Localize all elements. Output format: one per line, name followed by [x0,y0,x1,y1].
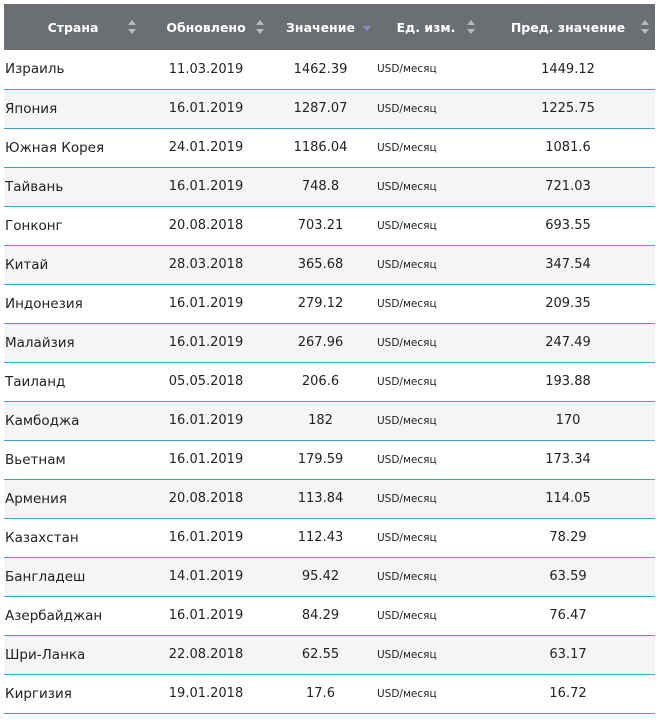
country-cell: Вьетнам [5,451,66,468]
previous-value-cell: 347.54 [545,257,591,272]
country-cell: Бангладеш [5,568,86,585]
updated-cell: 28.03.2018 [168,257,244,272]
previous-value-cell: 1081.6 [545,140,591,155]
table-row[interactable] [4,440,655,479]
previous-value-cell: 16.72 [549,686,587,701]
country-cell: Шри-Ланка [5,646,86,663]
value-cell: 1186.04 [293,140,348,155]
unit-cell: USD/месяц [377,336,437,349]
value-cell: 179.59 [297,452,344,467]
updated-cell: 14.01.2019 [168,569,244,584]
value-cell: 748.8 [301,179,340,194]
unit-cell: USD/месяц [377,102,437,115]
unit-cell: USD/месяц [377,180,437,193]
table-header [4,4,655,50]
column-header-country[interactable] [4,4,142,50]
column-header-updated[interactable] [142,4,270,50]
column-header-label: Обновлено [166,19,246,35]
updated-cell: 22.08.2018 [168,647,244,662]
sort-both-icon[interactable] [467,19,477,35]
table-body [4,50,655,713]
header-row [4,4,655,50]
column-header-label: Пред. значение [510,19,626,35]
updated-cell: 16.01.2019 [168,179,244,194]
country-cell: Киргизия [5,685,72,702]
unit-cell: USD/месяц [377,297,437,310]
unit-cell: USD/месяц [377,687,437,700]
previous-value-cell: 63.17 [549,647,587,662]
previous-value-cell: 173.34 [545,452,591,467]
updated-cell: 16.01.2019 [168,335,244,350]
sort-both-icon[interactable] [256,19,266,35]
updated-cell: 19.01.2018 [168,686,244,701]
table-row[interactable] [4,557,655,596]
value-cell: 267.96 [297,335,344,350]
value-cell: 113.84 [297,491,344,506]
table-row[interactable] [4,284,655,323]
table-row[interactable] [4,323,655,362]
table-row[interactable] [4,479,655,518]
country-cell: Индонезия [5,295,83,312]
table-row[interactable] [4,128,655,167]
value-cell: 112.43 [297,530,344,545]
updated-cell: 20.08.2018 [168,218,244,233]
unit-cell: USD/месяц [377,375,437,388]
country-cell: Южная Корея [5,139,105,156]
table-row[interactable] [4,674,655,713]
country-cell: Япония [5,100,58,117]
value-cell: 206.6 [301,374,340,389]
updated-cell: 16.01.2019 [168,413,244,428]
column-header-label: Ед. изм. [396,19,456,35]
updated-cell: 24.01.2019 [168,140,244,155]
previous-value-cell: 209.35 [545,296,591,311]
unit-cell: USD/месяц [377,609,437,622]
table-row[interactable] [4,401,655,440]
table-row[interactable] [4,167,655,206]
previous-value-cell: 114.05 [545,491,591,506]
sort-both-icon[interactable] [641,19,651,35]
data-table [4,4,655,714]
updated-cell: 16.01.2019 [168,452,244,467]
value-cell: 95.42 [301,569,340,584]
value-cell: 84.29 [301,608,340,623]
country-cell: Азербайджан [5,607,103,624]
country-cell: Армения [5,490,68,507]
updated-cell: 16.01.2019 [168,530,244,545]
unit-cell: USD/месяц [377,414,437,427]
previous-value-cell: 693.55 [545,218,591,233]
updated-cell: 16.01.2019 [168,101,244,116]
table-row[interactable] [4,245,655,284]
table-row[interactable] [4,596,655,635]
country-cell: Тайвань [5,178,64,195]
value-cell: 1462.39 [293,61,348,77]
unit-cell: USD/месяц [377,453,437,466]
previous-value-cell: 1225.75 [541,101,595,116]
table-row[interactable] [4,50,655,89]
country-cell: Камбоджа [5,412,80,429]
previous-value-cell: 193.88 [545,374,591,389]
previous-value-cell: 1449.12 [541,61,595,77]
unit-cell: USD/месяц [377,219,437,232]
unit-cell: USD/месяц [377,648,437,661]
value-cell: 62.55 [301,647,340,662]
value-cell: 365.68 [297,257,344,272]
unit-cell: USD/месяц [377,258,437,271]
previous-value-cell: 76.47 [549,608,587,623]
value-cell: 279.12 [297,296,344,311]
country-cell: Китай [5,256,49,273]
value-cell: 182 [308,413,333,428]
table-row[interactable] [4,518,655,557]
column-header-previous-value[interactable] [481,4,655,50]
previous-value-cell: 78.29 [549,530,587,545]
table-row[interactable] [4,89,655,128]
column-header-value[interactable] [270,4,371,50]
unit-cell: USD/месяц [377,141,437,154]
updated-cell: 11.03.2019 [168,61,244,77]
previous-value-cell: 247.49 [545,335,591,350]
updated-cell: 16.01.2019 [168,608,244,623]
country-cell: Малайзия [5,334,75,351]
country-cell: Казахстан [5,529,79,546]
table-row[interactable] [4,206,655,245]
previous-value-cell: 721.03 [545,179,591,194]
table-row[interactable] [4,362,655,401]
data-table-container [4,4,655,714]
column-header-unit[interactable] [371,4,481,50]
unit-cell: USD/месяц [377,63,437,76]
updated-cell: 20.08.2018 [168,491,244,506]
updated-cell: 16.01.2019 [168,296,244,311]
column-header-label: Страна [47,19,99,35]
value-cell: 703.21 [297,218,344,233]
country-cell: Гонконг [5,217,63,234]
value-cell: 17.6 [306,686,335,701]
table-row[interactable] [4,635,655,674]
unit-cell: USD/месяц [377,531,437,544]
unit-cell: USD/месяц [377,570,437,583]
updated-cell: 05.05.2018 [168,374,244,389]
column-header-label: Значение [286,19,355,35]
previous-value-cell: 170 [555,413,581,428]
country-cell: Израиль [5,61,65,78]
previous-value-cell: 63.59 [549,569,587,584]
value-cell: 1287.07 [293,101,348,116]
country-cell: Таиланд [5,373,66,390]
sort-both-icon[interactable] [128,19,138,35]
unit-cell: USD/месяц [377,492,437,505]
